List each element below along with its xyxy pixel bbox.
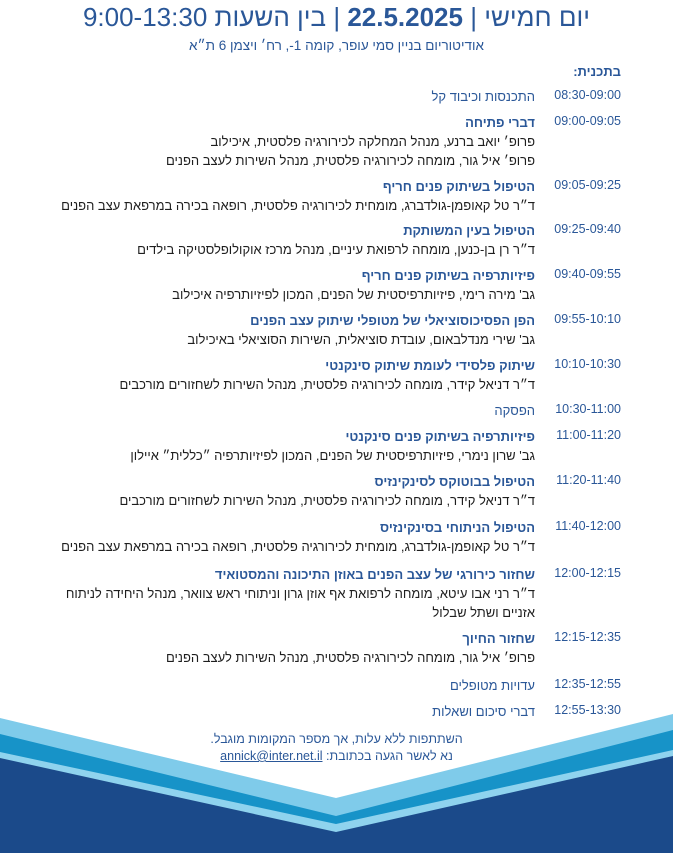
session-content	[35, 312, 535, 349]
event-day: יום חמישי |	[470, 2, 591, 32]
session-content	[35, 114, 535, 170]
session-time: 10:30-11:00	[555, 402, 621, 416]
session-speaker: ד״ר דניאל קידר, מומחה לכירורגיה פלסטית, מנהל השירות לשחזורים מורכבים	[119, 493, 535, 508]
session-speaker: פרופ׳ איל גור, מומחה לכירורגיה פלסטית, מנהל השירות לעצב הפנים	[165, 650, 535, 665]
registration-note	[0, 731, 673, 765]
session-time: 11:40-12:00	[555, 519, 621, 533]
session-title: דברי פתיחה	[465, 115, 535, 130]
session-time: 11:00-11:20	[556, 428, 621, 442]
session-content	[35, 566, 535, 622]
session-content	[35, 178, 535, 215]
session-time: 12:35-12:55	[554, 677, 621, 691]
event-date: 22.5.2025	[347, 2, 463, 32]
session-content	[35, 222, 535, 259]
session-time: 12:00-12:15	[554, 566, 621, 580]
session-speaker: ד״ר טל קאופמן-גולדברג, מומחית לכירורגיה פלסטית, רופאה בכירה במרפאת עצב הפנים	[61, 198, 535, 213]
session-speaker: גב' מירה רימי, פיזיותרפיסטית של הפנים, המכון לפיזיותרפיה איכילוב	[172, 287, 535, 302]
session-time: 12:15-12:35	[554, 630, 621, 644]
session-time: 09:25-09:40	[554, 222, 621, 236]
session-content	[35, 473, 535, 510]
session-title: שחזור כירורגי של עצב הפנים באוזן התיכונה והמסטואיד	[214, 567, 535, 582]
session-title: הפן הפסיכוסוציאלי של מטופלי שיתוק עצב הפנים	[250, 313, 535, 328]
program-label: בתכנית:	[573, 64, 621, 79]
registration-note-prefix: נא לאשר הגעה בכתובת:	[325, 749, 453, 763]
event-title	[0, 2, 673, 33]
session-title: הפסקה	[494, 403, 535, 418]
session-content	[35, 630, 535, 667]
session-title: הטיפול בבוטוקס לסינקינזיס	[374, 474, 535, 489]
session-content	[35, 519, 535, 556]
session-time: 11:20-11:40	[556, 473, 621, 487]
session-content	[35, 428, 535, 465]
session-title: התכנסות וכיבוד קל	[431, 89, 535, 104]
footer-chevron-graphic	[0, 700, 673, 853]
session-speaker: פרופ׳ יואב ברנע, מנהל המחלקה לכירורגיה פלסטית, איכילוב	[210, 134, 535, 149]
session-time: 08:30-09:00	[554, 88, 621, 102]
session-speaker: ד״ר רני אבו עיטא, מומחה לרפואת אף אוזן גרון וניתוחי ראש צוואר, מנהל היחידה לניתוח אזניים ושתל שבלול	[65, 586, 535, 620]
session-title: הטיפול בעין המשותקת	[403, 223, 535, 238]
session-speaker: גב' שירי מנדלבאום, עובדת סוציאלית, השירות הסוציאלי באיכילוב	[187, 332, 535, 347]
session-time: 09:05-09:25	[554, 178, 621, 192]
session-title: פיזיותרפיה בשיתוק פנים סינקנטי	[345, 429, 535, 444]
session-content	[35, 88, 535, 106]
contact-email-link[interactable]: annick@inter.net.il	[220, 749, 323, 763]
registration-note-line1: השתתפות ללא עלות, אך מספר המקומות מוגבל.	[210, 732, 463, 746]
session-time: 09:00-09:05	[554, 114, 621, 128]
session-time: 12:55-13:30	[554, 703, 621, 717]
session-title: שיתוק פלסידי לעומת שיתוק סינקנטי	[325, 358, 535, 373]
event-hours: | בין השעות 9:00-13:30	[82, 2, 341, 32]
session-title: דברי סיכום ושאלות	[432, 704, 535, 719]
session-speaker: ד״ר דניאל קידר, מומחה לכירורגיה פלסטית, מנהל השירות לשחזורים מורכבים	[119, 377, 535, 392]
session-title: שחזור החיוך	[462, 631, 535, 646]
session-time: 09:40-09:55	[554, 267, 621, 281]
session-content	[35, 402, 535, 420]
session-speaker: פרופ׳ איל גור, מומחה לכירורגיה פלסטית, מנהל השירות לעצב הפנים	[165, 153, 535, 168]
session-speaker: גב' שרון נימרי, פיזיותרפיסטית של הפנים, המכון לפיזיותרפיה ״כללית״ איילון	[130, 448, 535, 463]
session-title: הטיפול הניתוחי בסינקינזיס	[380, 520, 535, 535]
session-time: 10:10-10:30	[554, 357, 621, 371]
session-content	[35, 267, 535, 304]
registration-note-line2	[0, 748, 673, 765]
session-title: עדויות מטופלים	[449, 678, 535, 693]
session-speaker: ד״ר טל קאופמן-גולדברג, מומחית לכירורגיה פלסטית, רופאה בכירה במרפאת עצב הפנים	[61, 539, 535, 554]
session-title: הטיפול בשיתוק פנים חריף	[382, 179, 535, 194]
session-content	[35, 677, 535, 695]
session-title: פיזיותרפיה בשיתוק פנים חריף	[361, 268, 535, 283]
session-speaker: ד״ר רן בן-כנען, מומחה לרפואת עיניים, מנהל מרכז אוקולופלסטיקה בילדים	[137, 242, 535, 257]
session-time: 09:55-10:10	[554, 312, 621, 326]
event-location: אודיטוריום בניין סמי עופר, קומה 1-, רח׳ ויצמן 6 ת״א	[189, 38, 484, 53]
session-content	[35, 357, 535, 394]
